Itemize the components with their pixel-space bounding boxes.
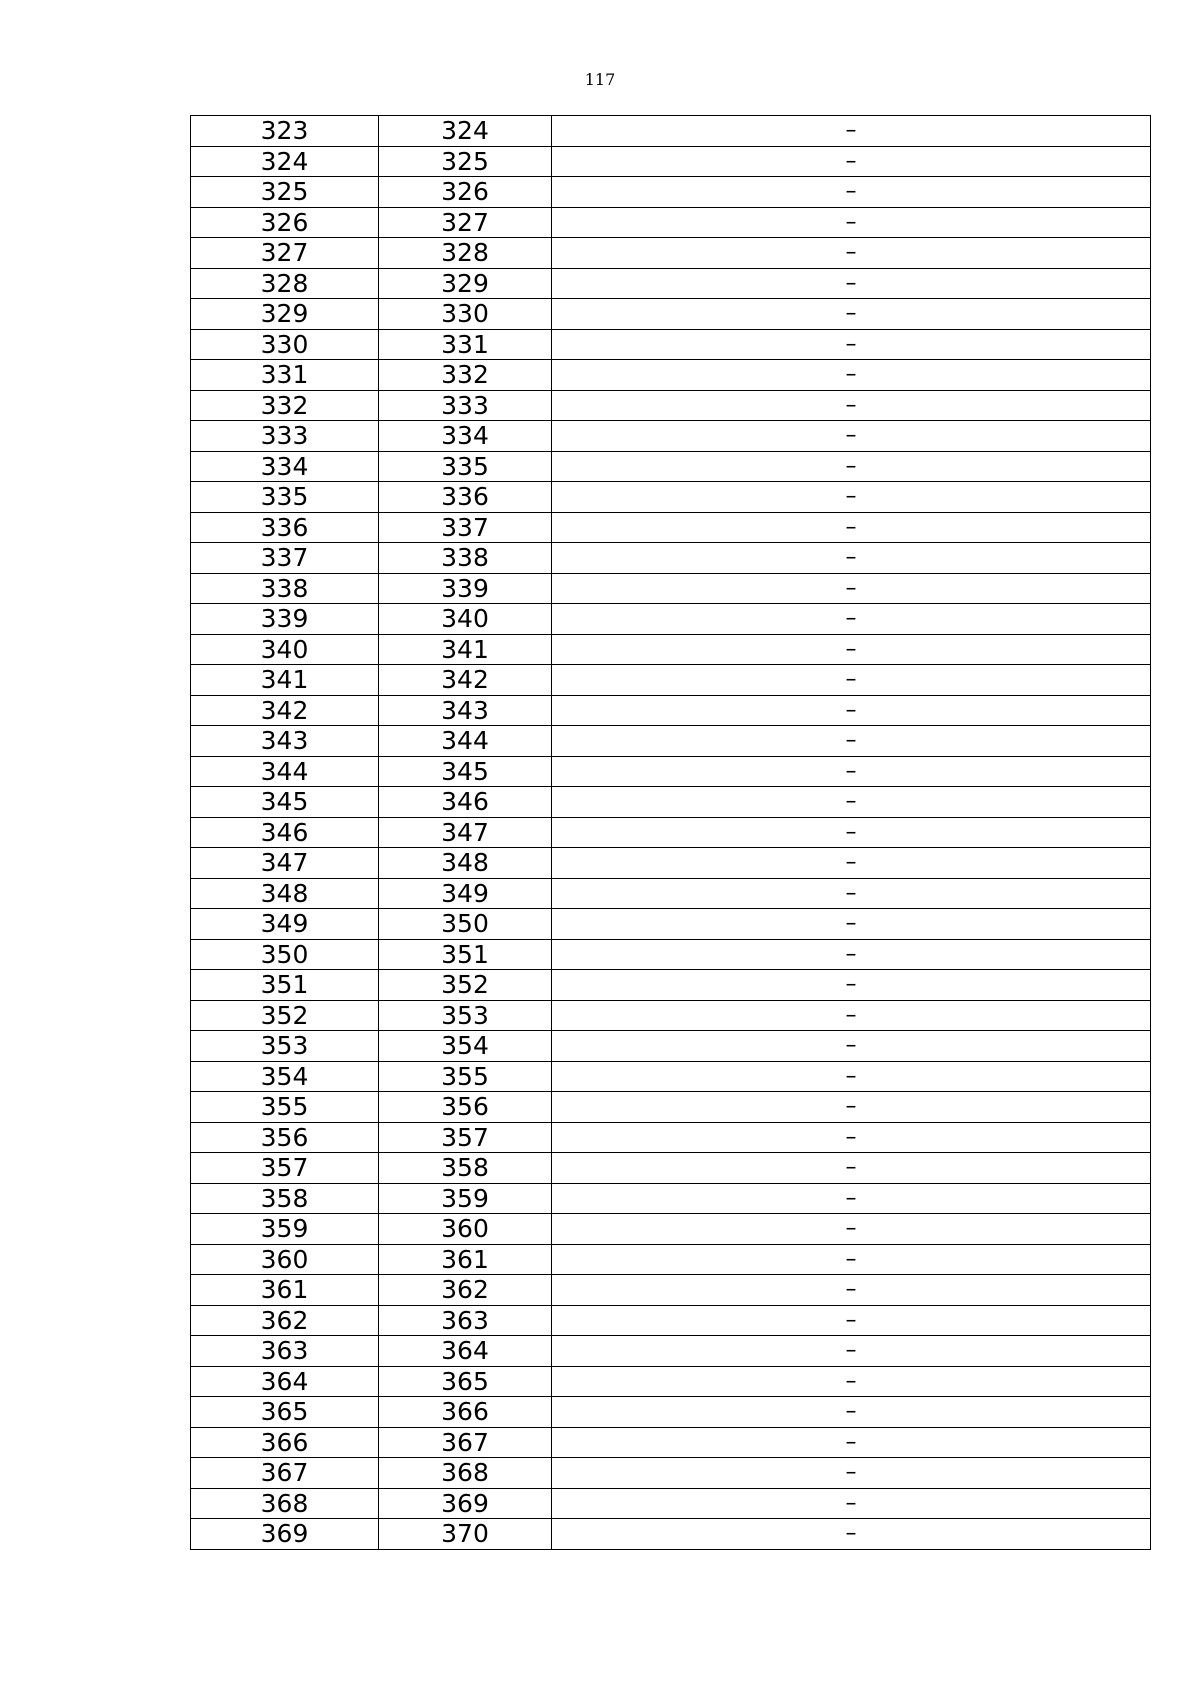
table-row	[191, 939, 1151, 970]
table-cell-to: 361	[379, 1244, 552, 1275]
table-cell-dash: –	[552, 512, 1151, 543]
table-row	[191, 482, 1151, 513]
table-cell-from: 324	[191, 146, 379, 177]
table-row	[191, 1397, 1151, 1428]
table-cell-from: 330	[191, 329, 379, 360]
table-row	[191, 1336, 1151, 1367]
table-cell-dash: –	[552, 1275, 1151, 1306]
table-cell-dash: –	[552, 360, 1151, 391]
table-cell-dash: –	[552, 817, 1151, 848]
table-cell-dash: –	[552, 1000, 1151, 1031]
table-cell-to: 343	[379, 695, 552, 726]
table-cell-dash: –	[552, 1366, 1151, 1397]
table-cell-dash: –	[552, 543, 1151, 574]
table-cell-to: 357	[379, 1122, 552, 1153]
table-row	[191, 1488, 1151, 1519]
table-row	[191, 1153, 1151, 1184]
table-row	[191, 1427, 1151, 1458]
table-row	[191, 268, 1151, 299]
table-cell-to: 341	[379, 634, 552, 665]
table-row	[191, 238, 1151, 269]
table-cell-from: 366	[191, 1427, 379, 1458]
table-cell-to: 331	[379, 329, 552, 360]
table-cell-from: 344	[191, 756, 379, 787]
table-cell-from: 364	[191, 1366, 379, 1397]
table-cell-to: 344	[379, 726, 552, 757]
table-cell-from: 334	[191, 451, 379, 482]
table-row	[191, 421, 1151, 452]
table-cell-to: 359	[379, 1183, 552, 1214]
table-cell-from: 360	[191, 1244, 379, 1275]
table-cell-dash: –	[552, 573, 1151, 604]
table-row	[191, 726, 1151, 757]
table-cell-dash: –	[552, 726, 1151, 757]
table-cell-from: 348	[191, 878, 379, 909]
table-cell-dash: –	[552, 1153, 1151, 1184]
table-cell-from: 332	[191, 390, 379, 421]
table-cell-from: 354	[191, 1061, 379, 1092]
table-cell-from: 339	[191, 604, 379, 635]
table-cell-from: 338	[191, 573, 379, 604]
table-cell-dash: –	[552, 1458, 1151, 1489]
table-cell-from: 347	[191, 848, 379, 879]
table-row	[191, 1061, 1151, 1092]
table-row	[191, 1000, 1151, 1031]
table-row	[191, 207, 1151, 238]
table-cell-dash: –	[552, 1092, 1151, 1123]
table-cell-from: 358	[191, 1183, 379, 1214]
table-cell-from: 328	[191, 268, 379, 299]
table-row	[191, 665, 1151, 696]
table-row	[191, 1366, 1151, 1397]
table-cell-to: 324	[379, 116, 552, 147]
table-cell-dash: –	[552, 634, 1151, 665]
table-cell-dash: –	[552, 1031, 1151, 1062]
table-cell-from: 333	[191, 421, 379, 452]
table-cell-from: 341	[191, 665, 379, 696]
table-cell-dash: –	[552, 1122, 1151, 1153]
table-cell-to: 352	[379, 970, 552, 1001]
table-row	[191, 695, 1151, 726]
table-cell-to: 364	[379, 1336, 552, 1367]
table-cell-dash: –	[552, 177, 1151, 208]
table-cell-dash: –	[552, 1214, 1151, 1245]
table-cell-from: 369	[191, 1519, 379, 1550]
table-cell-dash: –	[552, 695, 1151, 726]
table-cell-to: 326	[379, 177, 552, 208]
table-cell-dash: –	[552, 909, 1151, 940]
table-cell-from: 367	[191, 1458, 379, 1489]
table-cell-from: 357	[191, 1153, 379, 1184]
data-table	[190, 115, 1151, 1550]
table-cell-dash: –	[552, 238, 1151, 269]
table-row	[191, 146, 1151, 177]
table-row	[191, 909, 1151, 940]
table-row	[191, 970, 1151, 1001]
table-cell-dash: –	[552, 268, 1151, 299]
table-row	[191, 177, 1151, 208]
table-cell-from: 345	[191, 787, 379, 818]
table-cell-dash: –	[552, 1061, 1151, 1092]
table-cell-from: 337	[191, 543, 379, 574]
table-cell-from: 353	[191, 1031, 379, 1062]
table-row	[191, 360, 1151, 391]
table-cell-dash: –	[552, 1305, 1151, 1336]
table-cell-to: 366	[379, 1397, 552, 1428]
table-row	[191, 299, 1151, 330]
data-table-container	[190, 115, 1150, 1550]
table-cell-to: 327	[379, 207, 552, 238]
table-cell-dash: –	[552, 1244, 1151, 1275]
table-cell-to: 365	[379, 1366, 552, 1397]
table-cell-to: 358	[379, 1153, 552, 1184]
table-cell-to: 350	[379, 909, 552, 940]
table-row	[191, 1275, 1151, 1306]
table-cell-to: 330	[379, 299, 552, 330]
table-cell-to: 369	[379, 1488, 552, 1519]
table-cell-to: 332	[379, 360, 552, 391]
table-row	[191, 1244, 1151, 1275]
table-cell-from: 355	[191, 1092, 379, 1123]
table-cell-to: 339	[379, 573, 552, 604]
table-cell-to: 353	[379, 1000, 552, 1031]
table-cell-dash: –	[552, 1336, 1151, 1367]
table-cell-to: 342	[379, 665, 552, 696]
table-row	[191, 1458, 1151, 1489]
table-row	[191, 634, 1151, 665]
table-cell-dash: –	[552, 756, 1151, 787]
table-cell-dash: –	[552, 421, 1151, 452]
table-row	[191, 390, 1151, 421]
table-cell-to: 336	[379, 482, 552, 513]
table-row	[191, 1305, 1151, 1336]
table-cell-from: 331	[191, 360, 379, 391]
table-row	[191, 1031, 1151, 1062]
table-row	[191, 1214, 1151, 1245]
table-cell-from: 343	[191, 726, 379, 757]
table-cell-to: 360	[379, 1214, 552, 1245]
table-row	[191, 451, 1151, 482]
table-cell-to: 345	[379, 756, 552, 787]
table-row	[191, 543, 1151, 574]
table-cell-from: 359	[191, 1214, 379, 1245]
table-row	[191, 512, 1151, 543]
table-cell-dash: –	[552, 1488, 1151, 1519]
table-row	[191, 878, 1151, 909]
table-cell-to: 362	[379, 1275, 552, 1306]
table-cell-to: 363	[379, 1305, 552, 1336]
table-cell-dash: –	[552, 1519, 1151, 1550]
table-cell-from: 351	[191, 970, 379, 1001]
table-cell-to: 356	[379, 1092, 552, 1123]
table-cell-to: 337	[379, 512, 552, 543]
table-cell-from: 342	[191, 695, 379, 726]
table-cell-from: 356	[191, 1122, 379, 1153]
table-cell-dash: –	[552, 482, 1151, 513]
table-cell-to: 351	[379, 939, 552, 970]
table-cell-dash: –	[552, 116, 1151, 147]
table-cell-to: 325	[379, 146, 552, 177]
table-row	[191, 756, 1151, 787]
table-cell-dash: –	[552, 878, 1151, 909]
table-cell-from: 346	[191, 817, 379, 848]
table-cell-to: 367	[379, 1427, 552, 1458]
table-row	[191, 329, 1151, 360]
table-cell-to: 340	[379, 604, 552, 635]
table-row	[191, 604, 1151, 635]
table-cell-dash: –	[552, 604, 1151, 635]
table-cell-dash: –	[552, 665, 1151, 696]
table-cell-from: 352	[191, 1000, 379, 1031]
table-cell-from: 325	[191, 177, 379, 208]
table-cell-dash: –	[552, 390, 1151, 421]
table-cell-to: 335	[379, 451, 552, 482]
table-cell-dash: –	[552, 787, 1151, 818]
table-cell-from: 368	[191, 1488, 379, 1519]
table-cell-from: 350	[191, 939, 379, 970]
table-cell-to: 334	[379, 421, 552, 452]
table-cell-from: 323	[191, 116, 379, 147]
table-cell-from: 362	[191, 1305, 379, 1336]
table-cell-dash: –	[552, 1183, 1151, 1214]
table-cell-to: 349	[379, 878, 552, 909]
table-cell-from: 361	[191, 1275, 379, 1306]
table-cell-dash: –	[552, 1397, 1151, 1428]
table-cell-to: 348	[379, 848, 552, 879]
table-row	[191, 1183, 1151, 1214]
table-cell-from: 329	[191, 299, 379, 330]
table-row	[191, 1092, 1151, 1123]
table-row	[191, 787, 1151, 818]
table-cell-to: 328	[379, 238, 552, 269]
table-cell-dash: –	[552, 329, 1151, 360]
table-row	[191, 1122, 1151, 1153]
table-cell-from: 365	[191, 1397, 379, 1428]
table-cell-to: 354	[379, 1031, 552, 1062]
table-row	[191, 573, 1151, 604]
table-cell-dash: –	[552, 299, 1151, 330]
table-cell-to: 347	[379, 817, 552, 848]
table-cell-from: 340	[191, 634, 379, 665]
table-cell-dash: –	[552, 848, 1151, 879]
table-cell-to: 338	[379, 543, 552, 574]
table-row	[191, 817, 1151, 848]
table-cell-from: 349	[191, 909, 379, 940]
table-row	[191, 848, 1151, 879]
table-cell-to: 346	[379, 787, 552, 818]
table-cell-from: 335	[191, 482, 379, 513]
table-cell-dash: –	[552, 451, 1151, 482]
table-body	[191, 116, 1151, 1550]
table-cell-to: 329	[379, 268, 552, 299]
table-cell-from: 326	[191, 207, 379, 238]
table-cell-from: 363	[191, 1336, 379, 1367]
table-cell-from: 336	[191, 512, 379, 543]
table-cell-dash: –	[552, 939, 1151, 970]
table-cell-from: 327	[191, 238, 379, 269]
table-cell-dash: –	[552, 146, 1151, 177]
table-cell-to: 368	[379, 1458, 552, 1489]
table-row	[191, 1519, 1151, 1550]
table-cell-to: 370	[379, 1519, 552, 1550]
page-number: 117	[584, 70, 616, 89]
table-cell-dash: –	[552, 207, 1151, 238]
table-cell-dash: –	[552, 1427, 1151, 1458]
table-cell-to: 355	[379, 1061, 552, 1092]
table-row	[191, 116, 1151, 147]
table-cell-dash: –	[552, 970, 1151, 1001]
table-cell-to: 333	[379, 390, 552, 421]
